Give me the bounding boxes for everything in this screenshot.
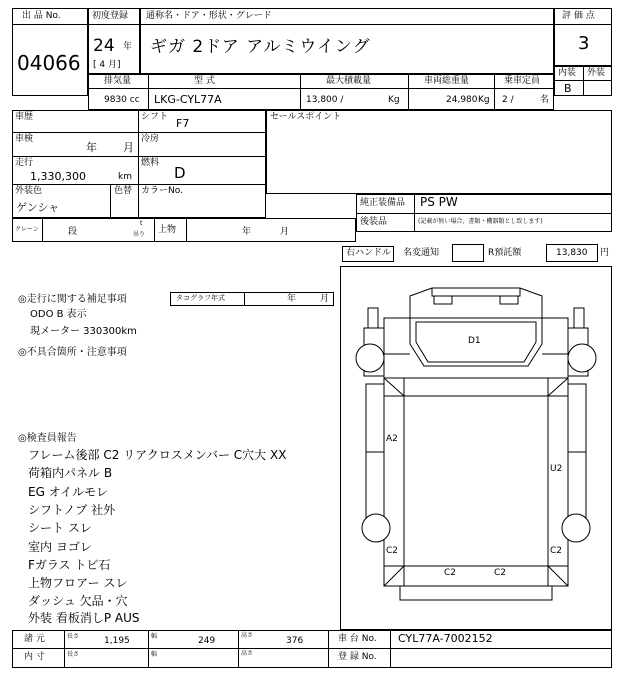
damage-label-u2: U2 — [550, 464, 563, 474]
inner-width-label: 幅 — [151, 651, 158, 658]
damage-label-c2-bottom-right: C2 — [494, 568, 507, 578]
cargo-box — [384, 378, 568, 586]
notice-label: 名変通知 — [403, 248, 440, 258]
max-load-value: 13,800 / — [306, 95, 344, 105]
upper-year-unit: 年 — [242, 227, 252, 237]
inspector-title: ◎検査員報告 — [18, 433, 77, 444]
exterior-color-value: ゲンシャ — [16, 201, 60, 214]
damage-label-c2-right: C2 — [550, 546, 563, 556]
length-label: 長さ — [67, 633, 80, 640]
deposit-value: 13,830 — [556, 248, 588, 258]
upper-label: 上物 — [158, 225, 177, 235]
exterior-grade-label: 外装 — [587, 68, 606, 78]
mileage-unit: km — [118, 172, 132, 182]
inspector-line: ダッシュ 欠品・穴 — [28, 594, 128, 608]
history-label: 車歴 — [15, 112, 34, 122]
sales-point-label: セールスポイント — [270, 112, 342, 122]
interior-grade: B — [564, 82, 572, 95]
inner-height-label: 高さ — [241, 650, 254, 657]
wheel-rear-left — [362, 514, 390, 542]
height-label: 高さ — [241, 632, 254, 639]
shift-value: F7 — [176, 117, 190, 130]
model-value: LKG-CYL77A — [154, 93, 222, 106]
max-load-label: 最大積載量 — [326, 76, 372, 86]
meter-line: 現メーター 330300km — [30, 326, 137, 337]
inspector-line: 上物フロアー スレ — [28, 576, 128, 590]
notice-checkbox — [452, 244, 484, 262]
width-label: 幅 — [151, 633, 158, 640]
gross-weight-value: 24,980 — [446, 95, 478, 105]
equipment-label: 純正装備品 — [360, 198, 406, 208]
inspector-line: 外装 看板消しP AUS — [28, 611, 140, 625]
equipment-value: PS PW — [420, 195, 458, 209]
length-value: 1,195 — [104, 636, 130, 646]
inspection-year: 年 — [86, 141, 97, 154]
first-reg-month: [ 4 月] — [93, 60, 121, 70]
inspector-line: Fガラス トビ石 — [28, 558, 111, 572]
crane-hook-label: 吊り — [133, 231, 146, 238]
displacement-value: 9830 cc — [104, 95, 140, 105]
inner-length-label: 長さ — [67, 651, 80, 658]
registration-label: 登 録 No. — [338, 652, 377, 662]
defects-title: ◎不具合箇所・注意事項 — [18, 347, 127, 358]
first-reg-year-unit: 年 — [123, 42, 133, 52]
crane-label: クレーン — [15, 226, 39, 233]
tachograph-label: タコグラフ年式 — [176, 294, 225, 302]
crane-ton-unit: t — [140, 220, 143, 227]
damage-label-c2-left: C2 — [386, 546, 399, 556]
inspection-month: 月 — [123, 141, 134, 154]
fuel-value: D — [174, 164, 186, 182]
tachograph-month-unit: 月 — [320, 294, 330, 304]
inspector-line: 荷箱内パネル B — [28, 466, 113, 480]
aftermarket-label: 後装品 — [360, 217, 388, 227]
vehicle-name-label: 通称名・ドア・形状・グレード — [146, 11, 272, 21]
inspector-line: EG オイルモレ — [28, 485, 109, 499]
width-value: 249 — [198, 636, 216, 646]
mileage-label: 走行 — [15, 158, 34, 168]
fuel-label: 燃料 — [141, 158, 160, 168]
exterior-color-label: 外装色 — [15, 186, 43, 196]
lot-number: 04066 — [17, 51, 81, 75]
color-change-label: 色替 — [114, 186, 133, 196]
score-value: 3 — [578, 33, 590, 54]
max-load-unit: Kg — [388, 95, 400, 105]
color-no-label: カラーNo. — [141, 186, 183, 196]
chassis-value: CYL77A-7002152 — [398, 632, 493, 645]
height-value: 376 — [286, 636, 304, 646]
gross-weight-label: 車両総重量 — [424, 76, 470, 86]
rhd-label: 右ハンドル — [346, 248, 392, 258]
displacement-label: 排気量 — [104, 76, 132, 86]
inspector-line: シート スレ — [28, 521, 92, 535]
interior-grade-label: 内装 — [558, 68, 577, 78]
chassis-label: 車 台 No. — [338, 634, 377, 644]
capacity-label: 乗車定員 — [504, 76, 541, 86]
first-reg-year: 24 — [93, 36, 115, 56]
first-reg-label: 初度登録 — [92, 11, 129, 21]
inspection-label: 車検 — [15, 134, 34, 144]
gross-weight-unit: Kg — [478, 95, 490, 105]
mileage-value: 1,330,300 — [30, 170, 86, 183]
mileage-notes-title: ◎走行に関する補足事項 — [18, 294, 127, 305]
ac-label: 冷房 — [141, 134, 160, 144]
vehicle-name: ギガ 2ドア アルミウイング — [150, 37, 371, 57]
wheel-front-left — [356, 344, 384, 372]
crane-stage-unit: 段 — [68, 227, 78, 237]
inspector-line: フレーム後部 C2 リアクロスメンバー C穴大 XX — [28, 448, 287, 462]
deposit-unit: 円 — [600, 248, 610, 258]
upper-month-unit: 月 — [280, 227, 290, 237]
tachograph-year-unit: 年 — [287, 294, 297, 304]
score-label: 評 価 点 — [562, 11, 595, 21]
truck-diagram — [340, 266, 612, 630]
damage-label-a2: A2 — [386, 434, 398, 444]
lot-label: 出 品 No. — [22, 11, 61, 21]
inspector-line: シフトノブ 社外 — [28, 503, 116, 517]
aftermarket-note: (記載が無い場合、書類・機器類とし致します) — [418, 218, 543, 225]
wheel-front-right — [568, 344, 596, 372]
model-label: 型 式 — [194, 76, 215, 86]
shift-label: シフト — [141, 112, 169, 122]
dims-label: 諸 元 — [24, 634, 45, 644]
damage-label-d1: D1 — [468, 336, 481, 346]
truck-outline-svg — [340, 266, 612, 630]
inspector-line: 室内 ヨゴレ — [28, 540, 92, 554]
inner-dims-label: 内 寸 — [24, 652, 45, 662]
odo-line: ODO B 表示 — [30, 309, 87, 320]
capacity-unit: 名 — [540, 95, 550, 105]
deposit-label: R預託額 — [488, 248, 522, 258]
wheel-rear-right — [562, 514, 590, 542]
damage-label-c2-bottom-left: C2 — [444, 568, 457, 578]
capacity-value: 2 / — [502, 95, 514, 105]
